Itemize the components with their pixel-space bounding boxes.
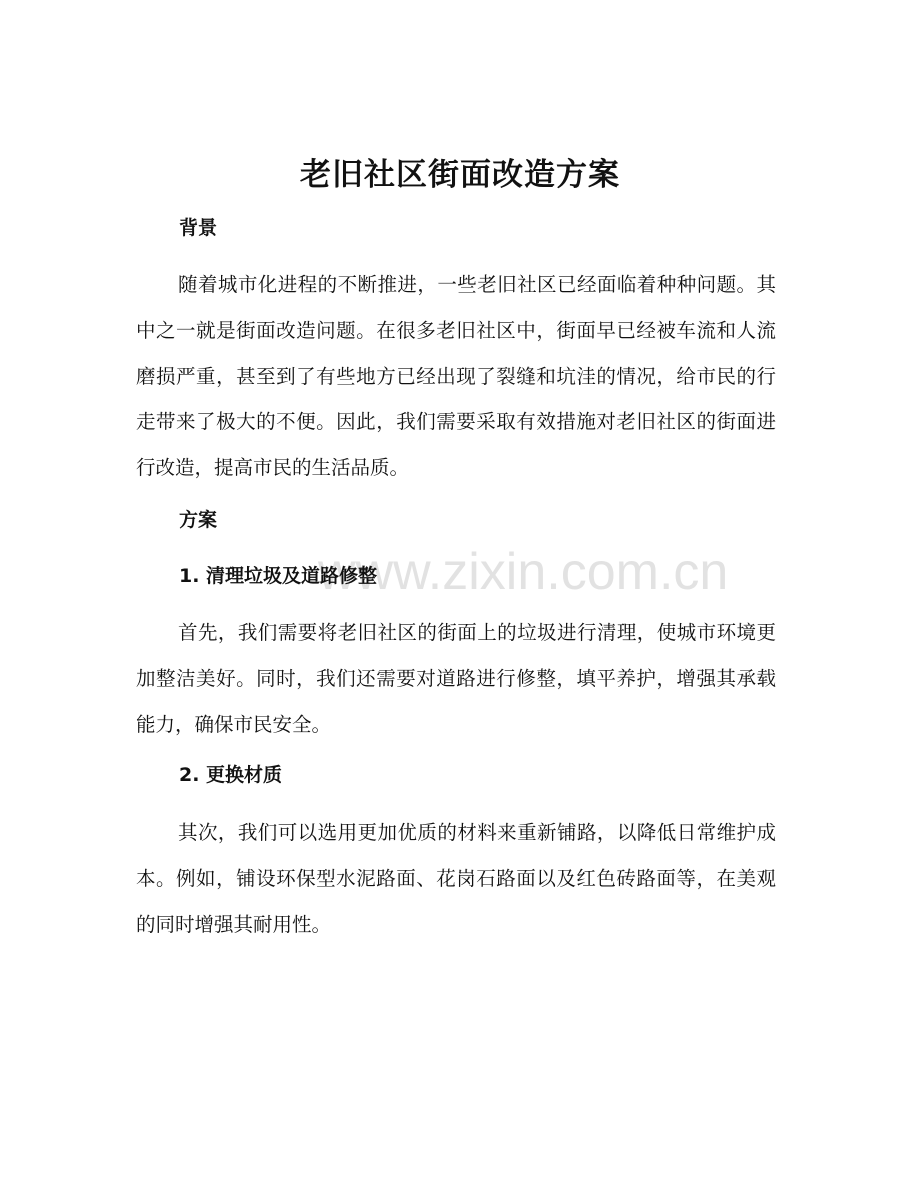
watermark-text: www.zixin.com.cn: [318, 543, 729, 601]
section-heading-background: 背景: [179, 217, 218, 239]
background-paragraph: 随着城市化进程的不断推进，一些老旧社区已经面临着种种问题。其中之一就是街面改造问题。在很多老旧社区中，街面早已经被车流和人流磨损严重，甚至到了有些地方已经出现了裂缝和坑洼的情况，给市民的行走带来了极大的不便。因此，我们需要采取有效措施对老旧社区的街面进行改造，提高市民的生活品质。: [136, 273, 776, 480]
subsection-heading-cleanup: 1. 清理垃圾及道路修整: [179, 565, 378, 587]
section-heading-plan: 方案: [179, 509, 218, 531]
subsection-heading-materials: 2. 更换材质: [179, 764, 283, 786]
cleanup-paragraph: 首先，我们需要将老旧社区的街面上的垃圾进行清理，使城市环境更加整洁美好。同时，我们还需要对道路进行修整，填平养护，增强其承载能力，确保市民安全。: [136, 621, 776, 736]
document-title: 老旧社区街面改造方案: [300, 157, 620, 193]
materials-paragraph: 其次，我们可以选用更加优质的材料来重新铺路，以降低日常维护成本。例如，铺设环保型水泥路面、花岗石路面以及红色砖路面等，在美观的同时增强其耐用性。: [136, 821, 776, 936]
